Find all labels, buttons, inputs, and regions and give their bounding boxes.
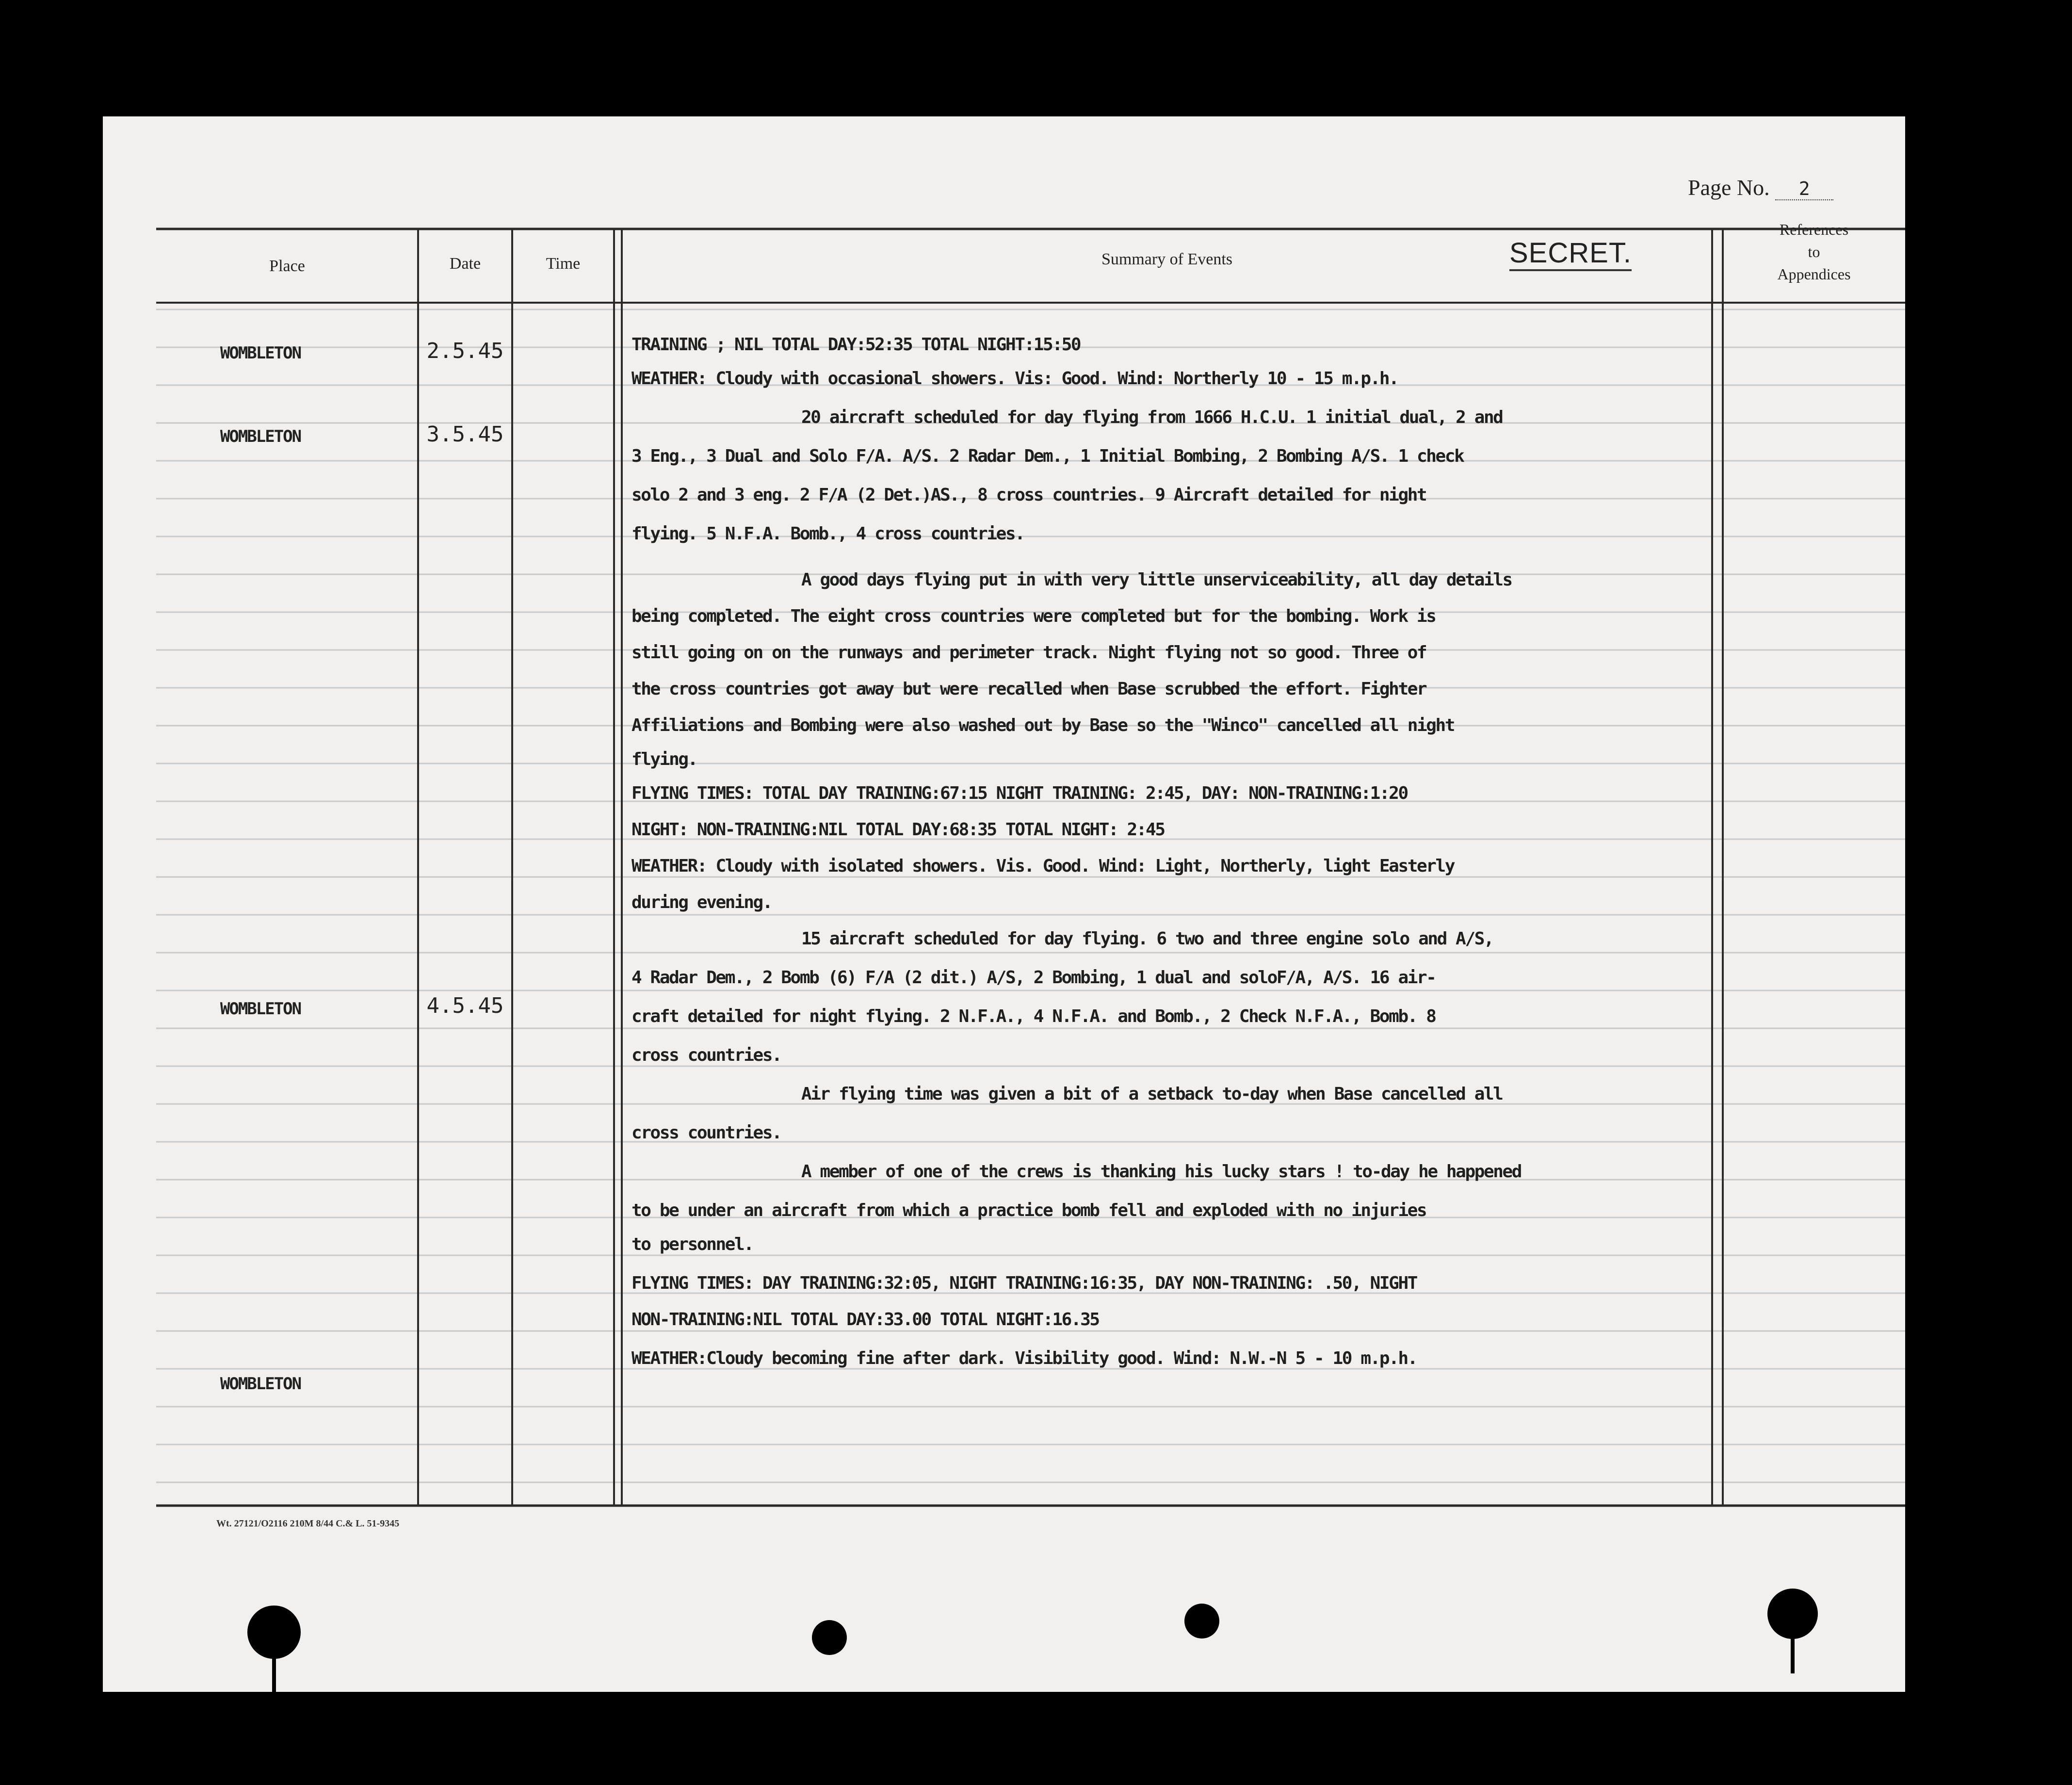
summary-line: during evening. bbox=[631, 892, 772, 912]
summary-line: NIGHT: NON-TRAINING:NIL TOTAL DAY:68:35 TOTAL NIGHT: 2:45 bbox=[631, 820, 1165, 840]
summary-line: WEATHER:Cloudy becoming fine after dark. Visibility good. Wind: N.W.-N 5 - 10 m.p.h. bbox=[631, 1348, 1417, 1368]
summary-line: 20 aircraft scheduled for day flying from 1666 H.C.U. 1 initial dual, 2 and bbox=[801, 407, 1503, 427]
summary-line: TRAINING ; NIL TOTAL DAY:52:35 TOTAL NIGHT:15:50 bbox=[631, 335, 1081, 355]
entry-place: WOMBLETON bbox=[220, 999, 301, 1019]
binder-hole-icon bbox=[812, 1620, 847, 1655]
entry-date: 2.5.45 bbox=[426, 339, 504, 363]
summary-line: WEATHER: Cloudy with occasional showers. Vis: Good. Wind: Northerly 10 - 15 m.p.h. bbox=[631, 369, 1398, 389]
summary-line: Affiliations and Bombing were also washed out by Base so the "Winco" cancelled all night bbox=[631, 715, 1455, 735]
entry-place: WOMBLETON bbox=[220, 427, 301, 446]
header-references-line3: Appendices bbox=[1777, 265, 1851, 283]
header-references-line2: to bbox=[1808, 243, 1820, 260]
summary-line: cross countries. bbox=[631, 1123, 781, 1143]
summary-line: flying. 5 N.F.A. Bomb., 4 cross countries. bbox=[631, 524, 1024, 544]
summary-line: the cross countries got away but were recalled when Base scrubbed the effort. Fighter bbox=[631, 679, 1426, 699]
summary-line: Air flying time was given a bit of a setback to-day when Base cancelled all bbox=[801, 1084, 1503, 1104]
header-date: Date bbox=[449, 255, 481, 273]
diary-page bbox=[103, 116, 1905, 1692]
page-number-label: Page No. bbox=[1688, 175, 1770, 200]
header-place: Place bbox=[269, 257, 305, 275]
summary-line: FLYING TIMES: DAY TRAINING:32:05, NIGHT TRAINING:16:35, DAY NON-TRAINING: .50, NIGHT bbox=[631, 1273, 1417, 1293]
summary-line: 15 aircraft scheduled for day flying. 6 two and three engine solo and A/S, bbox=[801, 929, 1493, 949]
summary-line: to personnel. bbox=[631, 1234, 753, 1254]
summary-line: craft detailed for night flying. 2 N.F.A., 4 N.F.A. and Bomb., 2 Check N.F.A., Bomb. 8 bbox=[631, 1006, 1436, 1026]
summary-line: NON-TRAINING:NIL TOTAL DAY:33.00 TOTAL NIGHT:16.35 bbox=[631, 1310, 1099, 1330]
secret-stamp: SECRET. bbox=[1509, 237, 1632, 271]
summary-line: FLYING TIMES: TOTAL DAY TRAINING:67:15 NIGHT TRAINING: 2:45, DAY: NON-TRAINING:1:20 bbox=[631, 783, 1408, 803]
page-number-value: 2 bbox=[1775, 178, 1833, 200]
summary-line: 3 Eng., 3 Dual and Solo F/A. A/S. 2 Radar Dem., 1 Initial Bombing, 2 Bombing A/S. 1 check bbox=[631, 446, 1464, 466]
entry-place: WOMBLETON bbox=[220, 343, 301, 363]
header-time: Time bbox=[546, 255, 581, 273]
binder-hole-slot bbox=[272, 1634, 276, 1692]
binder-hole-icon bbox=[1184, 1604, 1219, 1639]
summary-line: A member of one of the crews is thanking his lucky stars ! to-day he happened bbox=[801, 1162, 1522, 1182]
binder-hole-slot bbox=[1791, 1615, 1795, 1673]
print-code: Wt. 27121/O2116 210M 8/44 C.& L. 51-9345 bbox=[216, 1518, 400, 1529]
summary-line: 4 Radar Dem., 2 Bomb (6) F/A (2 dit.) A/S, 2 Bombing, 1 dual and soloF/A, A/S. 16 air- bbox=[631, 968, 1436, 988]
summary-line: still going on on the runways and perimeter track. Night flying not so good. Three of bbox=[631, 643, 1426, 663]
header-summary: Summary of Events bbox=[1101, 250, 1233, 268]
entry-date: 3.5.45 bbox=[426, 422, 504, 447]
header-references bbox=[1723, 218, 1905, 285]
summary-line: flying. bbox=[631, 749, 697, 769]
summary-line: cross countries. bbox=[631, 1045, 781, 1065]
summary-line: A good days flying put in with very little unserviceability, all day details bbox=[801, 570, 1512, 590]
summary-line: being completed. The eight cross countries were completed but for the bombing. Work is bbox=[631, 606, 1436, 626]
entry-date: 4.5.45 bbox=[426, 993, 504, 1018]
entry-place: WOMBLETON bbox=[220, 1374, 301, 1394]
summary-line: WEATHER: Cloudy with isolated showers. Vis. Good. Wind: Light, Northerly, light Easterly bbox=[631, 856, 1455, 876]
header-references-line1: References bbox=[1779, 221, 1849, 238]
summary-line: to be under an aircraft from which a practice bomb fell and exploded with no injuries bbox=[631, 1201, 1426, 1220]
summary-line: solo 2 and 3 eng. 2 F/A (2 Det.)AS., 8 cross countries. 9 Aircraft detailed for night bbox=[631, 485, 1426, 505]
